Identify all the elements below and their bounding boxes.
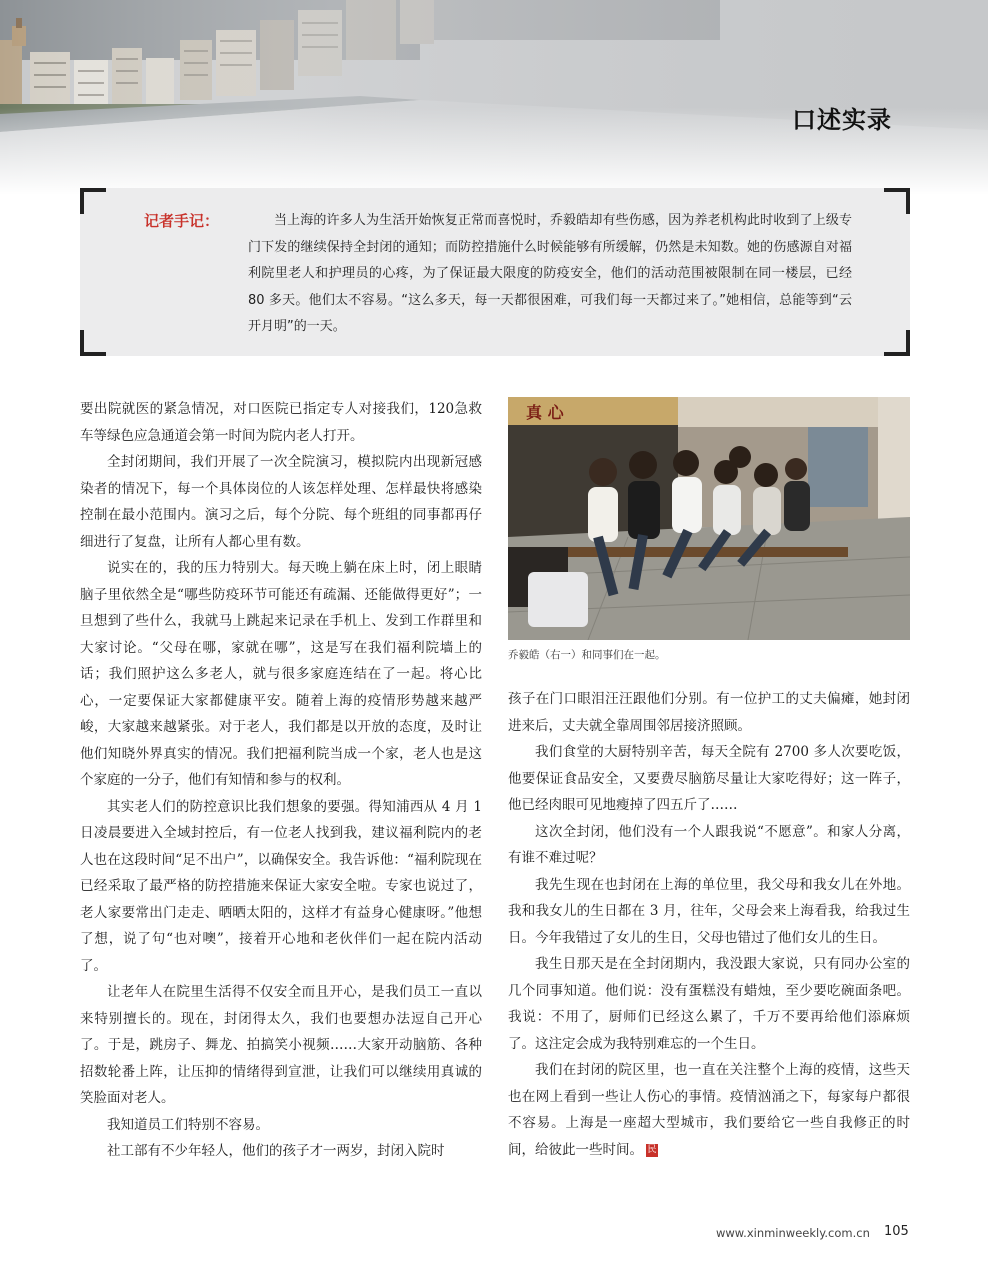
paragraph	[508, 1057, 910, 1163]
paragraph: 我生日那天是在全封闭期内，我没跟大家说，只有同办公室的几个同事知道。他们说：没有蛋糕没有蜡烛，至少要吃碗面条吧。我说：不用了，厨师们已经这么累了，千万不要再给他们添麻烦了。这注定会成为我特别难忘的一个生日。	[508, 956, 910, 1052]
footer-url: www.xinminweekly.com.cn	[716, 1226, 870, 1240]
photo-sign-text: 真 心	[526, 403, 564, 422]
skyline-graphic	[0, 0, 988, 195]
reporter-note-label: 记者手记：	[144, 212, 220, 230]
paragraph: 孩子在门口眼泪汪汪跟他们分别。有一位护工的丈夫偏瘫，她封闭进来后，丈夫就全靠周围邻居接济照顾。	[508, 691, 910, 734]
paragraph: 我先生现在也封闭在上海的单位里，我父母和我女儿在外地。我和我女儿的生日都在 3 月，往年，父母会来上海看我，给我过生日。今年我错过了女儿的生日，父母也错过了他们女儿的生日。	[508, 876, 910, 946]
paragraph: 其实老人们的防控意识比我们想象的要强。得知浦西从 4 月 1 日凌晨要进入全域封控后，有一位老人找到我，建议福利院内的老人也在这段时间“足不出户”，以确保安全。我告诉他：“福利院现在已经采取了最严格的防控措施来保证大家安全啦。专家也说过了，老人家要常出门走走、晒晒太阳的，这样才有益身心健康呀。”他想了想，说了句“也对噢”，接着开心地和老伙伴们一起在院内活动了。	[80, 798, 482, 974]
header-skyline-photo	[0, 0, 988, 195]
page-number: 105	[884, 1224, 909, 1239]
end-mark-icon: 民	[647, 1144, 657, 1155]
corner-mark-bottom-right	[884, 330, 910, 356]
photo-graphic	[508, 397, 910, 640]
reporter-note-box	[80, 188, 910, 356]
reporter-note-text: 当上海的许多人为生活开始恢复正常而喜悦时，乔毅皓却有些伤感，因为养老机构此时收到了上级专门下发的继续保持全封闭的通知；而防控措施什么时候能够有所缓解，仍然是未知数。她的伤感源自对福利院里老人和护理员的心疼，为了保证最大限度的防疫安全，他们的活动范围被限制在同一楼层，已经 80 多天。他们太不容易。“这么多天，每一天都很困难，可我们每一天都过来了。”她相信，总能等到“云开月明”的一天。	[248, 213, 852, 334]
paragraph: 说实在的，我的压力特别大。每天晚上躺在床上时，闭上眼睛脑子里依然全是“哪些防疫环节可能还有疏漏、还能做得更好”；一旦想到了些什么，我就马上跳起来记录在手机上、发到工作群里和大家讨论。“父母在哪，家就在哪”，这是写在我们福利院墙上的话；我们照护这么多老人，就与很多家庭连结在了一起。将心比心，一定要保证大家都健康平安。随着上海的疫情形势越来越严峻，大家越来越紧张。对于老人，我们都是以开放的态度，及时让他们知晓外界真实的情况。我们把福利院当成一个家，老人也是这个家庭的一分子，他们有知情和参与的权利。	[80, 560, 482, 788]
staff-group-photo	[508, 397, 910, 640]
right-column	[508, 686, 910, 1163]
paragraph: 我知道员工们特别不容易。	[107, 1116, 269, 1133]
paragraph: 社工部有不少年轻人，他们的孩子才一两岁，封闭入院时	[107, 1143, 445, 1159]
paragraph: 让老年人在院里生活得不仅安全而且开心，是我们员工一直以来特别擅长的。现在，封闭得太久，我们也要想办法逗自己开心了。于是，跳房子、舞龙、拍搞笑小视频……大家开动脑筋、各种招数轮番上阵，让压抑的情绪得到宣泄，让我们可以继续用真诚的笑脸面对老人。	[80, 984, 482, 1106]
section-title: 口述实录	[792, 106, 892, 134]
left-column	[80, 396, 482, 1165]
paragraph: 要出院就医的紧急情况，对口医院已指定专人对接我们，120急救车等绿色应急通道会第一时间为院内老人打开。	[80, 401, 482, 444]
corner-mark-bottom-left	[80, 330, 106, 356]
corner-mark-top-left	[80, 188, 106, 214]
paragraph-text: 我们在封闭的院区里，也一直在关注整个上海的疫情，这些天也在网上看到一些让人伤心的事情。疫情汹涌之下，每家每户都很不容易。上海是一座超大型城市，我们要给它一些自我修正的时间，给彼此一些时间。	[508, 1062, 910, 1158]
paragraph: 我们食堂的大厨特别辛苦，每天全院有 2700 多人次要吃饭，他要保证食品安全，又要费尽脑筋尽量让大家吃得好；这一阵子，他已经肉眼可见地瘦掉了四五斤了……	[508, 744, 910, 813]
paragraph: 全封闭期间，我们开展了一次全院演习，模拟院内出现新冠感染者的情况下，每一个具体岗位的人该怎样处理、怎样最快将感染控制在最小范围内。演习之后，每个分院、每个班组的同事都再仔细进行了复盘，让所有人都心里有数。	[80, 454, 482, 550]
corner-mark-top-right	[884, 188, 910, 214]
paragraph: 这次全封闭，他们没有一个人跟我说“不愿意”。和家人分离，有谁不难过呢？	[508, 823, 910, 866]
photo-caption: 乔毅皓（右一）和同事们在一起。	[508, 649, 666, 661]
